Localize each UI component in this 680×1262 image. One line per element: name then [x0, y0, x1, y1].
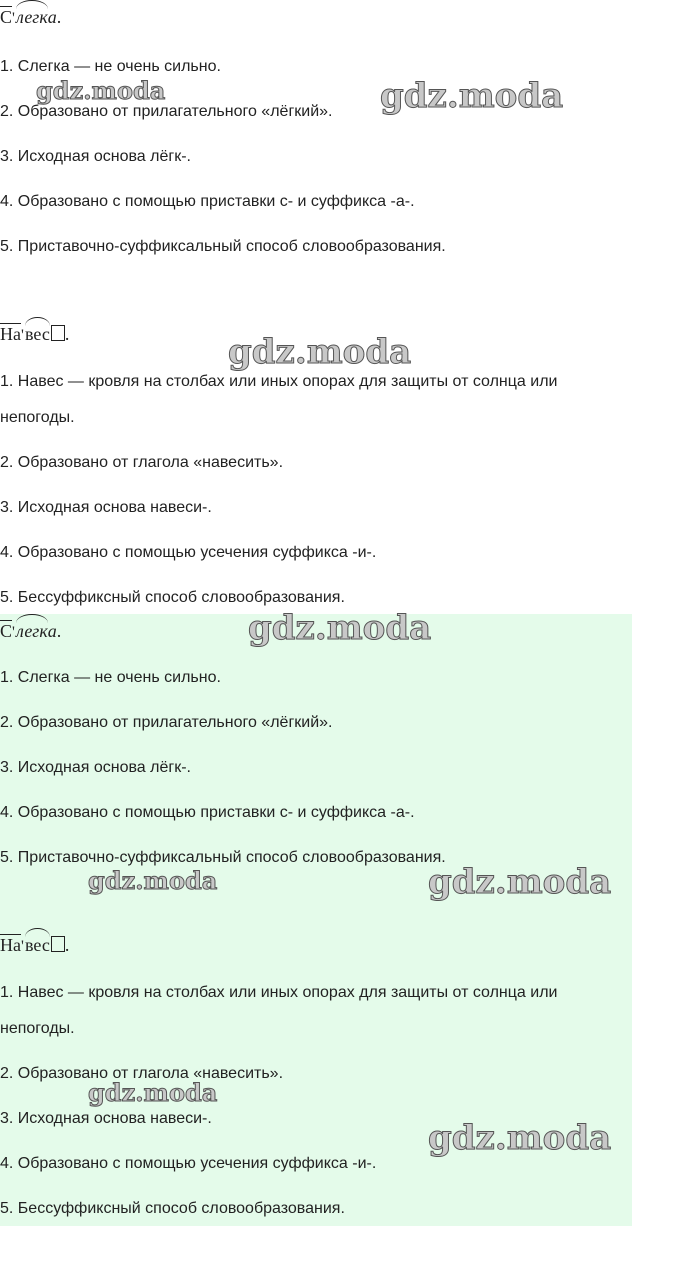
root-mark: легк [16, 621, 48, 641]
prefix-mark: На [0, 935, 21, 955]
word-naves-morpheme: На'вес . [0, 324, 70, 344]
prefix-mark: На [0, 324, 21, 344]
list-item: 3. Исходная основа лёгк-. [0, 759, 191, 776]
zero-ending-box [51, 936, 65, 952]
list-item: 2. Образовано от прилагательного «лёгкий». [0, 103, 333, 120]
list-item: 2. Образовано от прилагательного «лёгкий». [0, 714, 333, 731]
watermark: gdz.moda [248, 608, 432, 648]
list-item: 5. Приставочно-суффиксальный способ словообразования. [0, 238, 446, 255]
word-slegka-morpheme: С'легка. [0, 7, 62, 27]
list-item: 3. Исходная основа навеси-. [0, 1110, 212, 1127]
root-mark: легк [16, 7, 48, 27]
watermark: gdz.moda [88, 866, 218, 895]
zero-ending-box [51, 325, 65, 341]
prefix-mark: С [0, 621, 13, 641]
suffix: а [47, 621, 57, 641]
prefix-mark: С [0, 7, 13, 27]
watermark: gdz.moda [88, 1078, 218, 1107]
list-item: 1. Навес — кровля на столбах или иных опорах для защиты от солнца или [0, 984, 558, 1001]
watermark: gdz.moda [428, 862, 612, 902]
watermark: gdz.moda [36, 76, 166, 105]
list-item: непогоды. [0, 1020, 75, 1037]
list-item: 5. Бессуффиксный способ словообразования. [0, 1200, 345, 1217]
list-item: 1. Слегка — не очень сильно. [0, 669, 221, 686]
list-item: 1. Навес — кровля на столбах или иных опорах для защиты от солнца или [0, 373, 558, 390]
watermark: gdz.moda [228, 332, 412, 372]
list-item: 2. Образовано от глагола «навесить». [0, 454, 284, 471]
list-item: 1. Слегка — не очень сильно. [0, 58, 221, 75]
suffix: а [47, 7, 57, 27]
list-item: 3. Исходная основа лёгк-. [0, 148, 191, 165]
watermark: gdz.moda [428, 1118, 612, 1158]
list-item: 4. Образовано с помощью усечения суффикса -и-. [0, 544, 377, 561]
list-item: 3. Исходная основа навеси-. [0, 499, 212, 516]
list-item: 4. Образовано с помощью усечения суффикса -и-. [0, 1155, 377, 1172]
list-item: 4. Образовано с помощью приставки с- и суффикса -а-. [0, 804, 415, 821]
word-slegka-morpheme: С'легка. [0, 621, 62, 641]
root-mark: вес [25, 324, 50, 344]
list-item: непогоды. [0, 409, 75, 426]
answer-block-1 [0, 0, 632, 612]
watermark: gdz.moda [380, 76, 564, 116]
root-mark: вес [25, 935, 50, 955]
word-naves-morpheme: На'вес . [0, 935, 70, 955]
answer-block-2 [0, 614, 632, 1226]
list-item: 5. Приставочно-суффиксальный способ словообразования. [0, 849, 446, 866]
list-item: 2. Образовано от глагола «навесить». [0, 1065, 284, 1082]
list-item: 5. Бессуффиксный способ словообразования. [0, 589, 345, 606]
list-item: 4. Образовано с помощью приставки с- и суффикса -а-. [0, 193, 415, 210]
